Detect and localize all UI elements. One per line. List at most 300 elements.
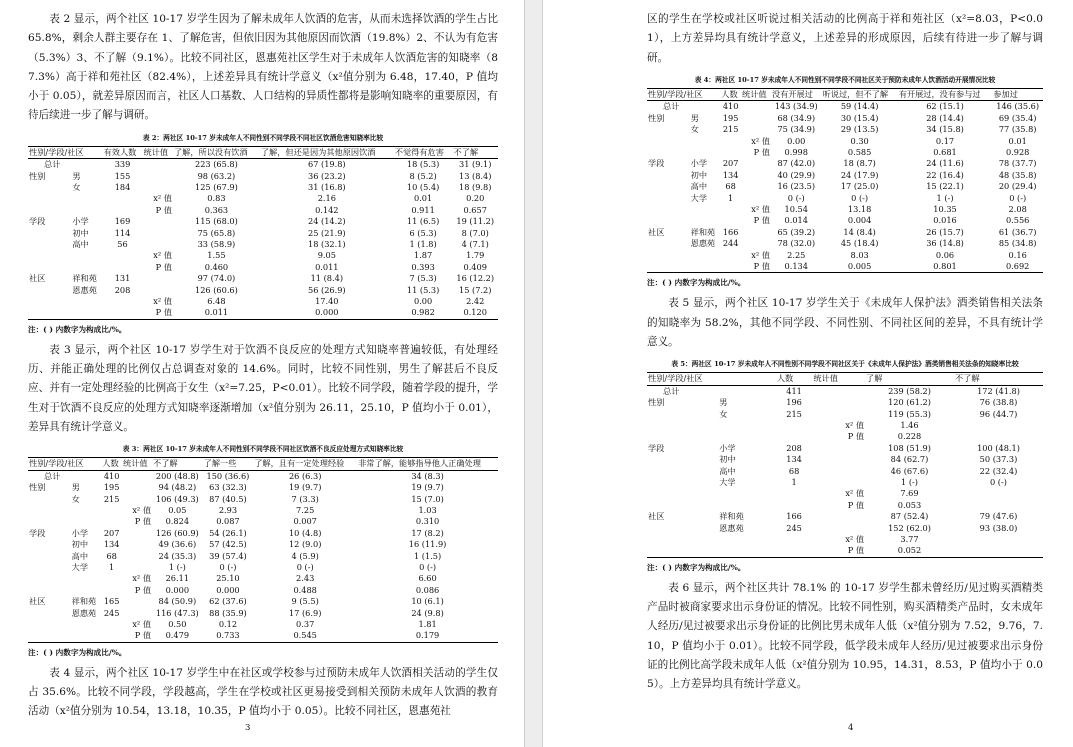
table-cell [776,420,812,431]
table-cell: 1 [109,562,115,573]
table-row [28,494,498,505]
table-cell [812,409,865,420]
table-cell: 207 [722,158,739,169]
table-cell: 0.488 [293,584,317,595]
table-4-caption: 表 4：两社区 10-17 岁未成年人不同性别不同学段不同社区关于预防未成年人饮酒活动开展情况比较 [694,75,996,84]
table-cell [685,250,721,261]
paragraph-table4-continued: 区的学生在学校或社区听说过相关活动的比例高于祥和苑社区（x²=8.03，P<0.01），上方差异均具有统计学意义，上述差异的形成原因，后续有待进一步了解与调研。 [647,13,1043,64]
table-header-cell: 没有开展过 [771,88,822,100]
page-gap [525,0,542,747]
table-cell: 0.004 [847,215,872,226]
table-cell [647,136,685,147]
table-cell: 15 (22.1) [926,181,964,192]
table-cell: 76 (38.8) [979,397,1018,408]
table-row [28,159,498,171]
table-cell: 119 (55.3) [888,408,931,419]
table-cell: 4 (5.9) [291,550,319,561]
table-cell [776,500,812,511]
table-cell [647,466,713,477]
table-row [28,539,498,550]
table-cell: 56 [117,239,128,250]
table-cell: 祥和苑 [690,226,716,237]
table-cell [954,420,1043,431]
table-cell: 87 (52.4) [890,511,929,522]
table-cell: 116 (47.3) [155,607,199,618]
table-cell: 0.005 [822,261,898,273]
table-cell: 223 (65.8) [194,159,238,170]
table-cell: 215 [786,408,802,419]
table-cell: 28 (14.4) [926,112,964,123]
table-2 [28,146,498,320]
table-cell: 1.55 [207,250,226,261]
table-cell: x² 值 [153,296,172,307]
table-cell [122,608,152,619]
table-cell: 0.000 [216,584,240,595]
table-cell: 0.37 [296,619,315,630]
table-cell: 小学 [72,216,89,227]
table-cell: 恩惠苑 [719,522,744,533]
table-header-cell: 非常了解，能够指导他人正确处理 [357,458,498,470]
table-row [28,228,498,239]
table-cell [103,205,143,216]
table-cell: 68 (34.9) [777,112,816,123]
table-cell [647,420,713,431]
table-cell: 22 (16.4) [926,169,964,180]
table-row [28,296,498,307]
table-cell: x² 值 [132,619,152,630]
table-cell: 26.11 [165,573,190,584]
table-cell: 0.05 [168,504,187,515]
table-header-cell: 统计值 [741,88,771,100]
table-cell: 2.16 [317,193,336,204]
table-cell [103,296,143,307]
table-cell: 16 (12.2) [456,273,495,284]
table-cell: P 值 [155,204,172,215]
table-cell [720,136,741,147]
table-cell [647,124,685,135]
table-cell [647,147,685,158]
table-cell: 62 (15.1) [926,101,964,112]
table-cell: 200 (48.8) [155,470,199,481]
table-cell: 祥和苑 [72,273,97,284]
table-cell: 36 (14.8) [926,238,964,249]
table-cell: 2.25 [787,249,806,260]
table-cell: 134 [103,539,120,550]
table-cell [741,170,771,181]
table-cell [66,296,102,307]
table-cell [103,262,143,273]
table-cell: 0.179 [357,630,498,642]
table-cell: 3.77 [900,533,919,544]
table-cell: 31 (16.8) [307,182,346,192]
table-cell: 祥和苑 [71,596,97,607]
table-cell: 1 [791,476,797,487]
table-cell [122,482,152,493]
table-row [647,477,1043,488]
table-cell [66,159,102,171]
table-row [647,136,1043,147]
table-cell [66,205,102,216]
table-cell: 79 (47.6) [979,511,1018,522]
table-cell: 20 (29.4) [998,181,1037,192]
table-cell [103,307,143,319]
table-cell: 165 [103,596,120,607]
table-cell: 152 (62.0) [888,522,931,533]
table-cell: 0.911 [411,204,435,215]
table-cell: 19 (9.7) [411,482,444,493]
table-cell: 0.801 [898,261,993,273]
table-cell: 245 [103,607,120,618]
table-cell [101,573,122,584]
table-cell: 社区 [29,596,46,607]
table-cell [647,250,685,261]
table-cell [713,545,776,557]
table-row [647,101,1043,113]
table-cell: 0.052 [865,545,954,557]
table-row [28,551,498,562]
table-cell: 6.48 [207,296,226,307]
table-cell [713,500,776,511]
table-cell: x² 值 [153,250,172,261]
table-header-cell: 了解一些 [203,458,254,470]
table-cell: 性别 [648,397,665,408]
table-cell [28,505,66,516]
table-header-cell: 人数 [720,88,741,100]
table-cell: 7.69 [900,488,919,499]
table-cell [720,261,741,273]
table-cell [776,431,812,442]
table-header-cell: 了解，但还是因为其他原因饮酒 [260,146,394,158]
table-cell: 208 [786,442,802,453]
table-cell [28,285,66,296]
table-cell: 18 (32.1) [307,239,346,250]
table-cell: 410 [103,470,120,481]
table-cell: 67 (19.8) [307,159,346,170]
table-cell: 16 (11.9) [408,539,447,550]
table-3-caption: 表 3：两社区 10-17 岁未成年人不同性别不同学段不同社区饮酒不良反应处理方式知晓率比较 [122,445,404,454]
table-cell: 1 (-) [901,476,918,487]
table-header-cell: 有开展过，没有参与过 [898,88,993,100]
table-cell [28,228,66,239]
paragraph-table6-summary: 表 6 显示，两个社区共计 78.1% 的 10-17 岁学生都未曾经历/见过购买酒精类产品时被商家要求出示身份证的情况。比较不同性别，购买酒精类产品时，女未成年人经历/见过被要求出示身份证的比例比男未成年人低（x²值分别为 7.52，9.76，7.10，P 值均小于 0.01）。比较不同学段，低学段未成年人经历/见过被要求出示身份证的比例比高学段未成年人低（x²值分别为 10.95，14.31，8.53，P 值均小于 0.05）。上方差异均具有统计学意义。 [647,581,1043,691]
table-header-cell: 人数 [101,458,122,470]
table-cell: 0.12 [218,619,238,630]
table-cell: 207 [103,527,120,538]
table-row [28,608,498,619]
table-cell: 女 [719,408,728,419]
table-4-note: 注：( ) 内数字为构成比/%。 [647,278,746,288]
table-cell: 19 (11.2) [456,216,495,227]
table-cell [647,454,713,465]
table-cell: 84 (62.7) [890,454,929,465]
table-cell: 大学 [690,192,708,203]
table-row [647,409,1043,420]
table-cell: 0.409 [463,261,487,272]
table-cell: 初中 [690,169,708,180]
table-cell: 1 (-) [936,192,954,203]
table-cell: 大学 [71,562,89,573]
table-cell: 339 [114,159,131,170]
table-cell: 0.011 [315,261,339,272]
table-cell: 恩惠苑 [690,238,716,249]
table-cell: 0.310 [415,516,440,527]
table-cell: 114 [114,227,131,238]
table-cell: 0.545 [253,630,357,642]
table-cell [101,585,122,596]
table-cell: 19 (9.7) [288,482,322,493]
table-row [647,397,1043,408]
table-cell: 7.25 [296,504,315,515]
table-cell: 75 (34.9) [777,124,816,135]
table-cell [812,477,865,488]
table-cell: P 值 [847,431,865,442]
table-cell: 34 (15.8) [926,124,964,135]
table-cell: 0.556 [1005,215,1030,226]
table-row [28,285,498,296]
table-cell: 恩惠苑 [72,284,97,295]
table-row [647,204,1043,215]
table-cell: 22 (32.4) [979,465,1018,476]
table-cell: 高中 [72,239,89,250]
table-cell: 65 (39.2) [777,226,816,237]
table-cell: 学段 [29,216,46,227]
table-cell [66,250,102,261]
page-number: 3 [245,723,251,733]
table-cell [66,505,102,516]
table-cell [28,619,66,630]
table-row [647,534,1043,545]
table-cell [28,539,66,550]
table-cell: 0.50 [168,619,187,630]
table-cell [28,551,66,562]
table-cell: 0.363 [204,204,229,215]
table-cell: 0 (-) [1009,192,1027,203]
table-header-cell: 不了解 [954,373,1043,385]
table-cell [142,216,173,227]
table-cell [647,215,685,226]
table-header-cell: 了解，且有一定处理经验 [253,458,357,470]
table-row [647,488,1043,499]
table-header-cell: 听说过，但不了解 [822,88,898,100]
table-cell: 总计 [663,385,680,396]
table-header-cell: 性别/学段/社区 [28,146,103,158]
table-cell [28,296,66,307]
table-cell [647,238,685,249]
table-cell: 1.79 [466,250,485,261]
table-cell: 26 (6.3) [288,470,322,481]
table-cell [122,539,152,550]
table-cell: 8 (7.0) [461,227,489,238]
table-cell [66,307,102,319]
table-cell [28,250,66,261]
table-cell [685,204,721,215]
table-cell: 18 (9.8) [459,182,492,192]
table-cell [776,488,812,499]
table-cell [28,182,66,193]
table-cell: 0 (-) [787,192,805,203]
table-cell: 143 (34.9) [774,101,818,112]
table-cell: 120 (61.2) [888,397,931,408]
table-cell: 13 (8.4) [459,170,492,181]
table-cell: 25.10 [216,573,240,584]
table-cell: 166 [722,226,739,237]
table-cell: 108 (51.9) [888,442,931,453]
table-row [647,511,1043,522]
table-cell: 6 (5.3) [409,227,437,238]
table-cell: 学段 [29,527,46,538]
table-cell: 57 (42.5) [209,539,247,550]
table-row [647,238,1043,249]
table-row [28,528,498,539]
table-cell: x² 值 [845,488,865,499]
table-row [28,273,498,284]
table-row [647,545,1043,557]
table-cell: 77 (35.8) [998,124,1037,135]
table-cell: 0.01 [1008,135,1027,146]
table-row [647,124,1043,135]
table-row [647,500,1043,511]
table-cell [647,545,713,557]
table-cell: 69 (35.4) [998,112,1037,123]
table-cell: 78 (32.0) [777,238,816,249]
table-row [647,113,1043,124]
table-row [28,193,498,204]
table-cell: 68 [725,181,736,192]
paragraph-table3-summary: 表 3 显示，两个社区 10-17 岁学生对于饮酒不良反应的处理方式知晓率普遍较低，有处理经历、并能正确处理的比例仅占总调查对象的 14.6%。同时，比较不同性别，男生了解甚后不良反应、并有一定处理经验的比例高于女生（x²=7.25，P<0.01）。比较不同学段，随着学段的提升，学生对于饮酒不良反应的处理方式知晓率逐渐增加（x²值分别为 26.11，25.10，P 值均小于 0.01），差异具有统计学意义。 [28,343,498,434]
table-cell: x² 值 [751,135,770,146]
table-cell: 0.00 [413,296,433,307]
table-cell: 49 (36.6) [158,539,197,550]
table-cell: 85 (34.8) [998,238,1037,249]
table-cell: 0.053 [897,499,922,510]
table-cell [720,250,741,261]
table-cell: 9.05 [317,250,336,261]
table-cell [122,551,152,562]
table-cell: 0.479 [152,630,203,642]
table-cell: x² 值 [751,249,770,260]
table-cell: 12 (9.0) [288,539,322,550]
table-cell: 0.16 [1008,249,1027,260]
table-cell [28,573,66,584]
table-row [647,443,1043,454]
table-cell: 0 (-) [990,476,1007,487]
table-cell [103,193,143,204]
table-cell: 高中 [690,181,708,192]
table-cell [720,204,741,215]
table-4 [647,88,1043,274]
table-cell: P 值 [134,516,152,527]
table-cell [685,261,721,273]
table-cell [954,534,1043,545]
table-row [28,562,498,573]
table-cell: P 值 [155,261,172,272]
table-cell: 女 [72,182,81,192]
table-cell: 36 (23.2) [307,170,346,181]
table-cell: 18 (8.7) [843,158,876,169]
table-3 [28,457,498,643]
table-cell [776,545,812,557]
table-cell [647,523,713,534]
table-cell: 17.40 [315,296,339,307]
table-cell: 166 [786,511,802,522]
table-cell: 总计 [44,159,61,170]
table-2-note: 注：( ) 内数字为构成比/%。 [28,324,127,334]
table-cell [122,562,152,573]
table-cell [122,494,152,505]
table-cell [101,505,122,516]
table-cell: 0.120 [452,307,498,319]
table-cell: 134 [722,169,739,180]
table-cell [713,420,776,431]
table-cell: P 值 [753,146,770,157]
table-cell [28,562,66,573]
table-cell: 39 (57.4) [209,550,247,561]
table-cell [142,228,173,239]
table-cell [142,273,173,284]
table-cell: 40 (29.9) [777,169,816,180]
table-cell: 45 (18.4) [840,238,879,249]
table-row [647,215,1043,226]
table-cell: 总计 [44,470,61,481]
table-cell: 9 (5.5) [291,596,319,607]
table-row [647,385,1043,397]
table-cell [142,159,173,171]
table-cell: 245 [786,522,802,533]
table-cell [647,261,685,273]
table-cell: x² 值 [845,533,865,544]
table-cell: 13.18 [847,203,872,214]
table-cell: 学段 [648,158,665,169]
table-cell: 62 (37.6) [209,596,247,607]
table-cell [142,171,173,182]
table-cell: 社区 [648,511,665,522]
table-row [647,227,1043,238]
table-cell [101,516,122,527]
table-cell: 15 (7.2) [459,284,492,295]
table-cell: 208 [114,284,131,295]
table-cell: 小学 [690,158,708,169]
table-cell [28,239,66,250]
table-cell [741,113,771,124]
table-cell: 50 (37.3) [979,454,1018,465]
table-cell: 0.134 [771,261,822,273]
table-cell [142,239,173,250]
table-cell [713,431,776,442]
table-cell [647,409,713,420]
table-cell: 56 (26.9) [307,284,346,295]
table-cell: 172 (41.8) [977,385,1020,396]
table-cell: 10.54 [784,203,808,214]
table-cell: 0.228 [897,431,922,442]
table-cell [66,470,102,482]
table-row [28,482,498,493]
table-cell: 14 (8.4) [843,226,876,237]
table-cell [685,101,721,113]
table-cell [685,147,721,158]
table-cell: P 值 [142,307,173,319]
table-row [28,619,498,630]
table-cell [812,443,865,454]
table-cell: 0.998 [784,146,808,157]
table-row [28,307,498,319]
table-cell: 0.585 [847,146,872,157]
table-cell: 215 [103,493,120,504]
table-cell: 性别 [29,482,46,493]
table-cell: 1 (-) [168,562,186,573]
table-cell: 6.60 [418,573,437,584]
table-header-cell: 性别/学段/社区 [647,88,720,100]
table-cell [720,215,741,226]
